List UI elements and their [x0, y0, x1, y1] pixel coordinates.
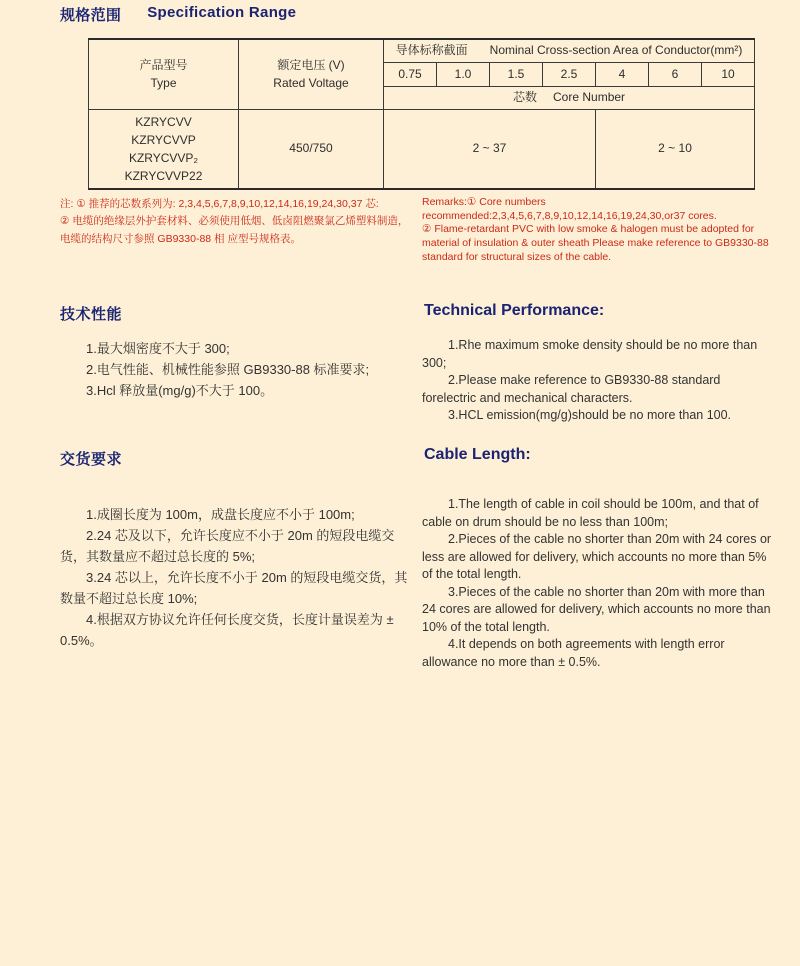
size-cell: 10 — [702, 63, 755, 87]
table-row — [89, 110, 755, 190]
core-number-zh: 芯数 — [513, 90, 538, 105]
cell-core-range-large: 2 ~ 10 — [596, 110, 755, 190]
note-line: ② 电缆的绝缘层外护套材料、必须使用低烟、低卤阻燃聚氯乙烯塑料制造，电缆的结构尺寸参照 GB9330-88 相 应型号规格表。 — [60, 215, 409, 245]
technical-list-zh — [60, 338, 416, 401]
size-cell: 4 — [596, 63, 649, 87]
product-type: KZRYCVV — [135, 115, 192, 129]
notes-chinese — [60, 196, 410, 248]
table-header-type-zh: 产品型号 — [139, 58, 188, 73]
size-cell: 6 — [649, 63, 702, 87]
list-item: 2.24 芯及以下，允许长度应不小于 20m 的短段电缆交货，其数量应不超过总长度的 5%; — [60, 528, 395, 564]
size-cell: 0.75 — [384, 63, 437, 87]
table-header-type-en: Type — [150, 75, 177, 90]
technical-list-en — [422, 337, 776, 425]
list-item: 1.The length of cable in coil should be 100m, and that of cable on drum should be no less than 100m; — [422, 497, 759, 529]
specification-table — [88, 38, 755, 190]
section-heading-technical-zh: 技术性能 — [60, 306, 123, 323]
table-header-conductor — [384, 39, 755, 63]
list-item: 3.24 芯以上，允许长度不小于 20m 的短段电缆交货，其数量不超过总长度 10%; — [60, 570, 408, 606]
size-cell: 2.5 — [543, 63, 596, 87]
core-number-en: Core Number — [553, 90, 626, 105]
list-item: 1.最大烟密度不大于 300; — [86, 341, 230, 356]
note-line: ② Flame-retardant PVC with low smoke & halogen must be adopted for material of insulation & outer sheath Please make reference to GB9330-88 standard for structural sizes of the cable. — [422, 223, 769, 263]
table-header-voltage — [239, 39, 384, 110]
cell-core-range-small: 2 ~ 37 — [384, 110, 596, 190]
note-line: 注: ① 推荐的芯数系列为: 2,3,4,5,6,7,8,9,10,12,14,16,19,24,30,37 芯: — [60, 198, 379, 210]
list-item: 2.Pieces of the cable no shorter than 20m with 24 cores or less are allowed for delivery, which accounts no more than 5% of the total length. — [422, 532, 772, 581]
cable-length-list-en — [422, 496, 778, 671]
size-cell: 1.0 — [437, 63, 490, 87]
list-item: 2.电气性能、机械性能参照 GB9330-88 标准要求; — [86, 362, 370, 377]
page-title-zh: 规格范围 — [60, 7, 122, 24]
table-header-voltage-zh: 额定电压 (V) — [277, 58, 345, 73]
table-header-conductor-en: Nominal Cross-section Area of Conductor(mm²) — [489, 43, 743, 58]
section-heading-cable-length-en: Cable Length: — [424, 446, 531, 463]
cell-product-types — [89, 110, 239, 190]
product-type: KZRYCVVP — [131, 133, 196, 147]
size-cell: 1.5 — [490, 63, 543, 87]
table-header-conductor-zh: 导体标称截面 — [395, 43, 468, 58]
page-title — [60, 4, 296, 25]
cell-rated-voltage: 450/750 — [239, 110, 384, 190]
table-header-voltage-en: Rated Voltage — [273, 75, 349, 90]
section-heading-technical-en: Technical Performance: — [424, 302, 605, 319]
notes-english — [422, 196, 774, 264]
core-number-header — [384, 87, 755, 110]
list-item: 4.It depends on both agreements with length error allowance no more than ± 0.5%. — [422, 637, 725, 669]
list-item: 3.Hcl 释放量(mg/g)不大于 100。 — [86, 383, 274, 398]
list-item: 3.HCL emission(mg/g)should be no more than 100. — [448, 408, 732, 422]
table-header-type — [89, 39, 239, 110]
list-item: 1.Rhe maximum smoke density should be no more than 300; — [422, 338, 758, 370]
delivery-list-zh — [60, 504, 414, 651]
list-item: 4.根据双方协议允许任何长度交货，长度计量误差为 ± 0.5%。 — [60, 612, 394, 648]
list-item: 3.Pieces of the cable no shorter than 20m with more than 24 cores are allowed for delivery, which accounts no more than 10% of the total length. — [422, 584, 771, 634]
product-type: KZRYCVVP22 — [124, 169, 203, 183]
product-type: KZRYCVVP₂ — [128, 151, 199, 165]
section-heading-delivery-zh: 交货要求 — [60, 451, 123, 468]
list-item: 1.成圈长度为 100m，成盘长度应不小于 100m; — [86, 507, 355, 522]
page-title-en: Specification Range — [147, 4, 297, 21]
note-line: Remarks:① Core numbers recommended:2,3,4,5,6,7,8,9,10,12,14,16,19,24,30,or37 cores. — [422, 196, 717, 222]
list-item: 2.Please make reference to GB9330-88 standard forelectric and mechanical characters. — [422, 373, 721, 405]
